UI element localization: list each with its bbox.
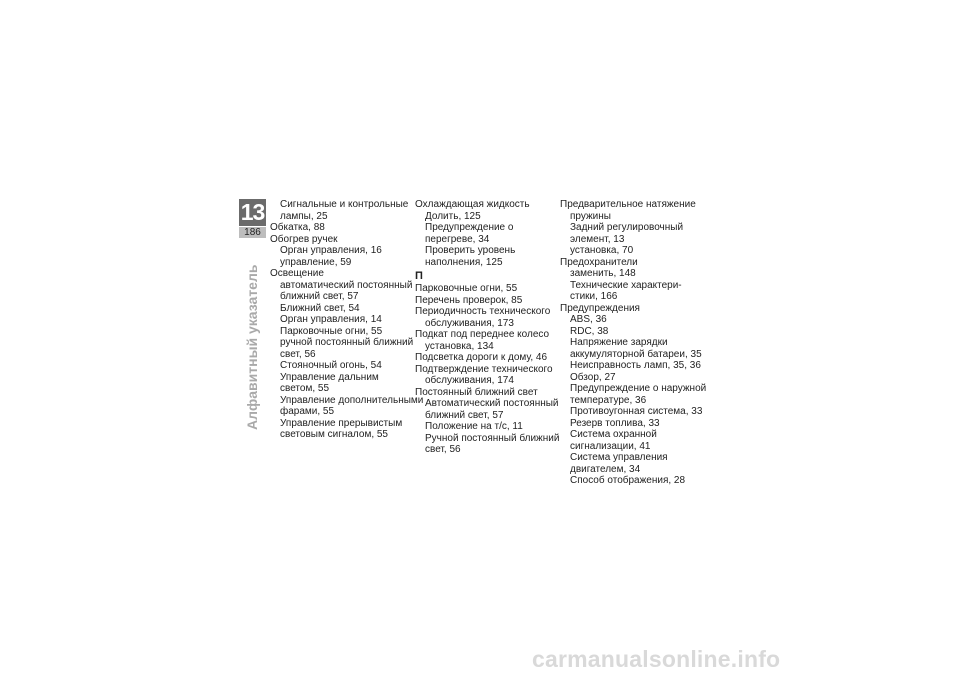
index-subentry: Предупреждение о [425,222,514,233]
index-subentry: управление, 59 [280,256,352,268]
index-entry-continuation: световым сигналом, 55 [280,429,388,440]
index-subentry: Орган управления, 14 [280,314,382,325]
index-subentry: обслуживания, 174 [425,375,514,386]
index-entry: Периодичность технического [415,306,551,317]
index-entry-continuation: элемент, 13 [570,233,625,245]
index-subentry: Долить, 125 [425,210,481,222]
index-subentry: RDC, 38 [570,325,609,337]
index-entry-continuation: ближний свет, 57 [280,291,359,302]
index-letter-heading: П [415,270,423,282]
index-entry: Подтверждение технического [415,363,553,375]
index-subentry: Напряжение зарядки [570,337,668,348]
index-entry: Освещение [270,268,324,279]
index-subentry: установка, 134 [425,340,494,352]
index-subentry: заменить, 148 [570,268,636,279]
index-subentry: Сигнальные и контрольные [280,199,409,210]
index-subentry: Резерв топлива, 33 [570,417,660,429]
index-entry: Парковочные огни, 55 [415,283,518,294]
index-entry-continuation: стики, 166 [570,291,618,302]
index-subentry: Орган управления, 16 [280,245,382,256]
index-entry: Предупреждения [560,302,640,314]
index-subentry: ручной постоянный ближний [280,337,414,348]
index-entry: Предохранители [560,256,638,268]
index-subentry: автоматический постоянный [280,279,413,291]
index-entry: Подсветка дороги к дому, 46 [415,352,548,363]
index-subentry: Проверить уровень [425,245,516,256]
index-entry-continuation: двигателем, 34 [570,463,641,475]
index-entry-continuation: перегреве, 34 [425,233,490,245]
index-column-3 [560,199,710,487]
index-subentry: Положение на т/с, 11 [425,421,523,432]
index-subentry: обслуживания, 173 [425,317,514,329]
index-column-1 [270,199,424,441]
index-subentry: Неисправность ламп, 35, 36 [570,360,701,371]
index-subentry: Задний регулировочный [570,222,684,233]
index-subentry: ABS, 36 [570,314,607,325]
index-entry-continuation: сигнализации, 41 [570,440,651,452]
index-subentry: Стояночный огонь, 54 [280,360,382,371]
index-subentry: Управление дальним [280,371,379,383]
index-subentry: Противоугонная система, 33 [570,406,703,417]
section-side-title: Алфавитный указатель [244,264,260,430]
index-subentry: Ручной постоянный ближний [425,432,560,444]
watermark: carmanualsonline.info [532,646,781,672]
chapter-number: 13 [240,199,265,225]
index-subentry: Управление дополнительными [280,394,424,406]
index-subentry: Система управления [570,452,668,463]
index-subentry: Парковочные огни, 55 [280,325,383,337]
index-subentry: Технические характери- [570,279,682,291]
index-entry-continuation: свет, 56 [280,348,316,360]
index-entry: Обкатка, 88 [270,222,325,233]
index-subentry: Автоматический постоянный [425,398,559,409]
index-subentry: пружины [570,210,611,222]
index-entry: Постоянный ближний свет [415,386,538,398]
index-subentry: Обзор, 27 [570,371,616,383]
index-entry-continuation: лампы, 25 [280,210,328,222]
index-entry: Перечень проверок, 85 [415,294,523,306]
index-entry-continuation: аккумуляторной батареи, 35 [570,348,702,360]
index-subentry: Управление прерывистым [280,417,403,429]
index-subentry: установка, 70 [570,245,634,256]
index-entry: Подкат под переднее колесо [415,329,550,340]
index-subentry: Предупреждение о наружной [570,383,707,394]
index-entry-continuation: фарами, 55 [280,406,335,417]
index-subentry: Способ отображения, 28 [570,475,686,486]
index-entry-continuation: наполнения, 125 [425,256,503,268]
index-entry: Обогрев ручек [270,233,338,245]
index-column-2 [415,199,560,456]
page-number: 186 [239,227,266,238]
index-entry: Охлаждающая жидкость [415,199,530,210]
index-entry: Предварительное натяжение [560,199,696,210]
index-entry-continuation: свет, 56 [425,444,461,455]
index-entry-continuation: ближний свет, 57 [425,409,504,421]
index-entry-continuation: светом, 55 [280,383,330,394]
index-subentry: Ближний свет, 54 [280,302,360,314]
index-subentry: Система охранной [570,429,657,440]
index-entry-continuation: температуре, 36 [570,394,647,406]
